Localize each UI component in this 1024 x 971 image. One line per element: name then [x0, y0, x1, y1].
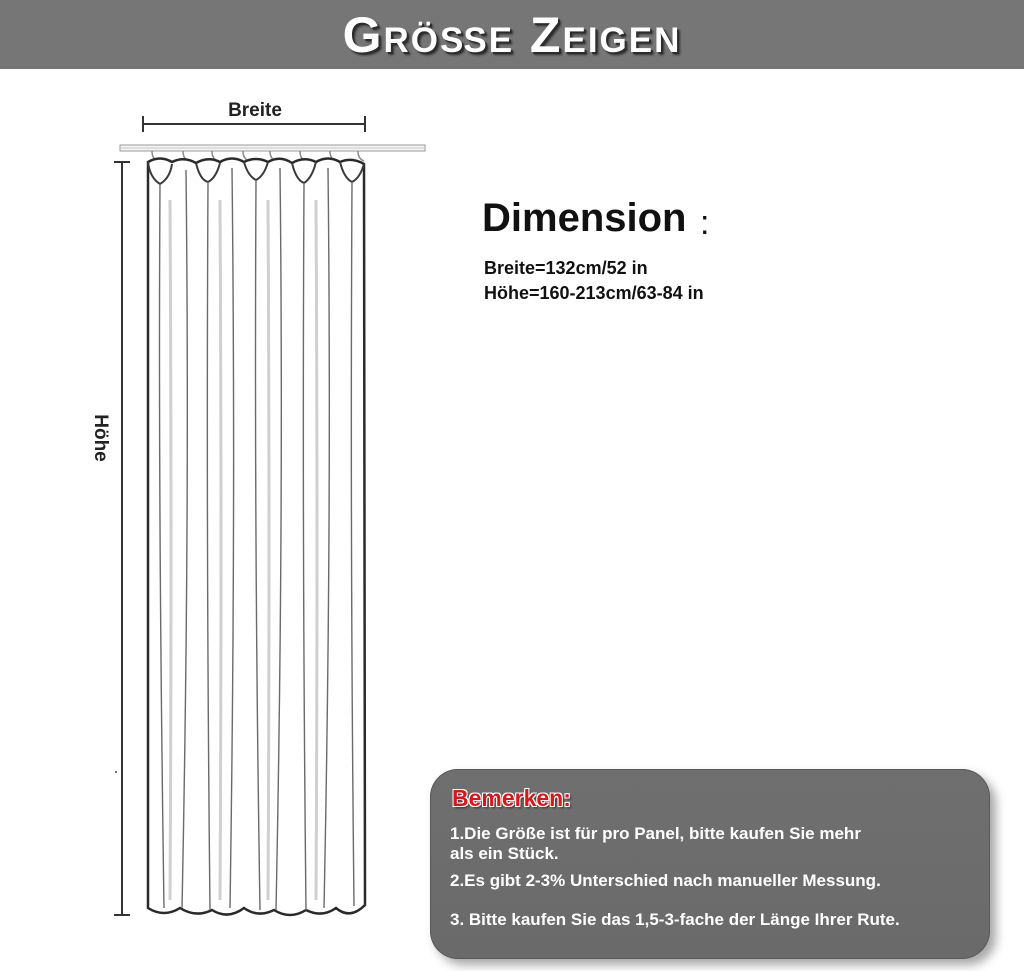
width-value: Breite=132cm/52 in [484, 258, 648, 278]
notes-panel [430, 769, 990, 959]
width-label: Breite [228, 100, 282, 121]
dimension-colon: : [700, 204, 710, 242]
note-item: 3. Bitte kaufen Sie das 1,5-3-fache der Länge Ihrer Rute. [450, 910, 900, 929]
dimension-heading: Dimension [482, 196, 687, 240]
height-value: Höhe=160-213cm/63-84 in [484, 283, 704, 303]
note-item: 2.Es gibt 2-3% Unterschied nach manueller Messung. [450, 871, 881, 890]
curtain-panel [148, 159, 365, 916]
curtain-rod [120, 145, 425, 151]
page-title: Größe Zeigen [342, 6, 682, 63]
notes-title: Bemerken: [452, 785, 571, 811]
height-dimension-line [114, 162, 130, 915]
note-item: 1.Die Größe ist für pro Panel, bitte kaufen Sie mehr als ein Stück. [450, 824, 861, 863]
height-label: Höhe [90, 414, 111, 462]
title-banner [0, 0, 1024, 69]
